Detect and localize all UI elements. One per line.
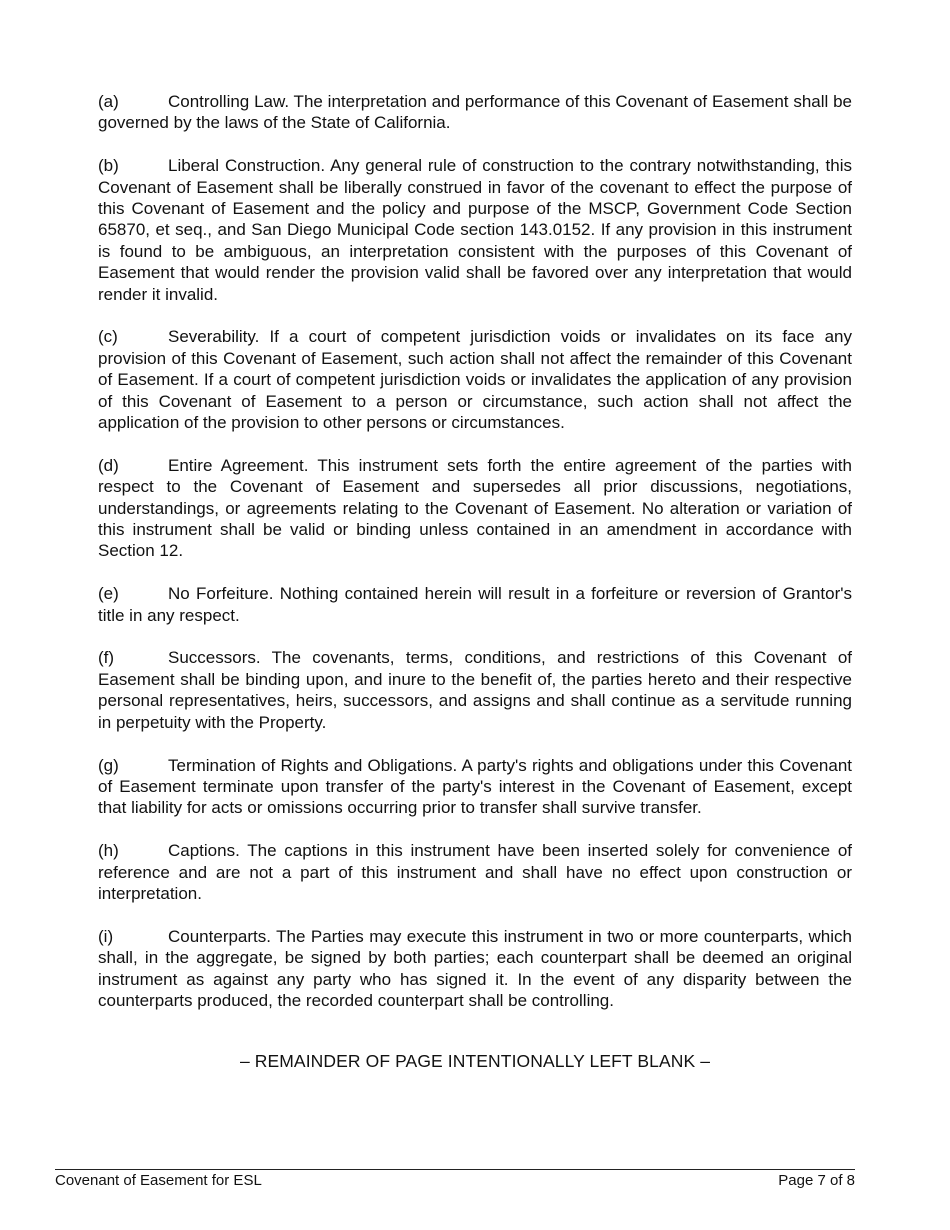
footer-document-title: Covenant of Easement for ESL xyxy=(55,1172,262,1189)
clause-i xyxy=(98,926,852,1012)
page-footer xyxy=(55,1169,855,1190)
clause-text: Controlling Law. The interpretation and performance of this Covenant of Easement shall be governed by the laws of the State of California. xyxy=(98,92,852,133)
clause-b xyxy=(98,155,852,305)
clause-text: Termination of Rights and Obligations. A party's rights and obligations under this Covenant of Easement terminate upon transfer of the party's interest in the Covenant of Easement, except that liability for acts or omissions occurring prior to transfer shall survive transfer. xyxy=(98,755,852,818)
clause-label: (h) xyxy=(98,841,119,861)
clause-h xyxy=(98,840,852,904)
clause-d xyxy=(98,455,852,562)
clause-c xyxy=(98,326,852,433)
clause-f xyxy=(98,647,852,733)
clause-g xyxy=(98,755,852,819)
clause-label: (f) xyxy=(98,648,115,668)
clause-label: (b) xyxy=(98,156,119,176)
clause-text: Counterparts. The Parties may execute this instrument in two or more counterparts, which shall, in the aggregate, be signed by both parties; each counterpart shall be deemed an original instrument as against any party who has signed it. In the event of any disparity between the counterparts produced, the recorded counterpart shall be controlling. xyxy=(98,926,852,1010)
clause-text: Successors. The covenants, terms, conditions, and restrictions of this Covenant of Easement shall be binding upon, and inure to the benefit of, the parties hereto and their respective personal representatives, heirs, successors, and assigns and shall continue as a servitude running in perpetuity with the Property. xyxy=(98,648,852,732)
clause-text: Severability. If a court of competent jurisdiction voids or invalidates on its face any provision of this Covenant of Easement, such action shall not affect the remainder of this Covenant of Easement. If a court of competent jurisdiction voids or invalidates the application of any provision of this Covenant of Easement to a person or circumstance, such action shall not affect the application of the provision to other persons or circumstances. xyxy=(98,327,852,433)
clause-label: (a) xyxy=(98,92,119,111)
clause-a xyxy=(98,91,852,134)
remainder-blank-note: – REMAINDER OF PAGE INTENTIONALLY LEFT BLANK – xyxy=(239,1051,711,1072)
clause-label: (g) xyxy=(98,755,119,775)
clause-label: (i) xyxy=(98,926,114,946)
document-body xyxy=(98,91,852,1072)
clause-e xyxy=(98,583,852,626)
clause-label: (e) xyxy=(98,584,119,604)
clause-text: Liberal Construction. Any general rule of construction to the contrary notwithstanding, this Covenant of Easement shall be liberally construed in favor of the covenant to effect the purpose of this Covenant of Easement and the policy and purpose of the MSCP, Government Code Section 65870, et seq., and San Diego Municipal Code section 143.0152. If any provision in this instrument is found to be ambiguous, an interpretation consistent with the purposes of this Covenant of Easement that would render the provision valid shall be favored over any interpretation that would render it invalid. xyxy=(98,156,852,304)
clause-text: Captions. The captions in this instrument have been inserted solely for convenience of reference and are not a part of this instrument and shall have no effect upon construction or interpretation. xyxy=(98,841,852,903)
clause-label: (d) xyxy=(98,455,119,475)
footer-page-number: Page 7 of 8 xyxy=(778,1172,855,1189)
clause-text: Entire Agreement. This instrument sets forth the entire agreement of the parties with respect to the Covenant of Easement and supersedes all prior discussions, negotiations, understandings, or agreements relating to the Covenant of Easement. No alteration or variation of this instrument shall be valid or binding unless contained in an amendment in accordance with Section 12. xyxy=(98,455,852,561)
clause-label: (c) xyxy=(98,327,118,347)
clause-text: No Forfeiture. Nothing contained herein will result in a forfeiture or reversion of Grantor's title in any respect. xyxy=(98,584,852,625)
